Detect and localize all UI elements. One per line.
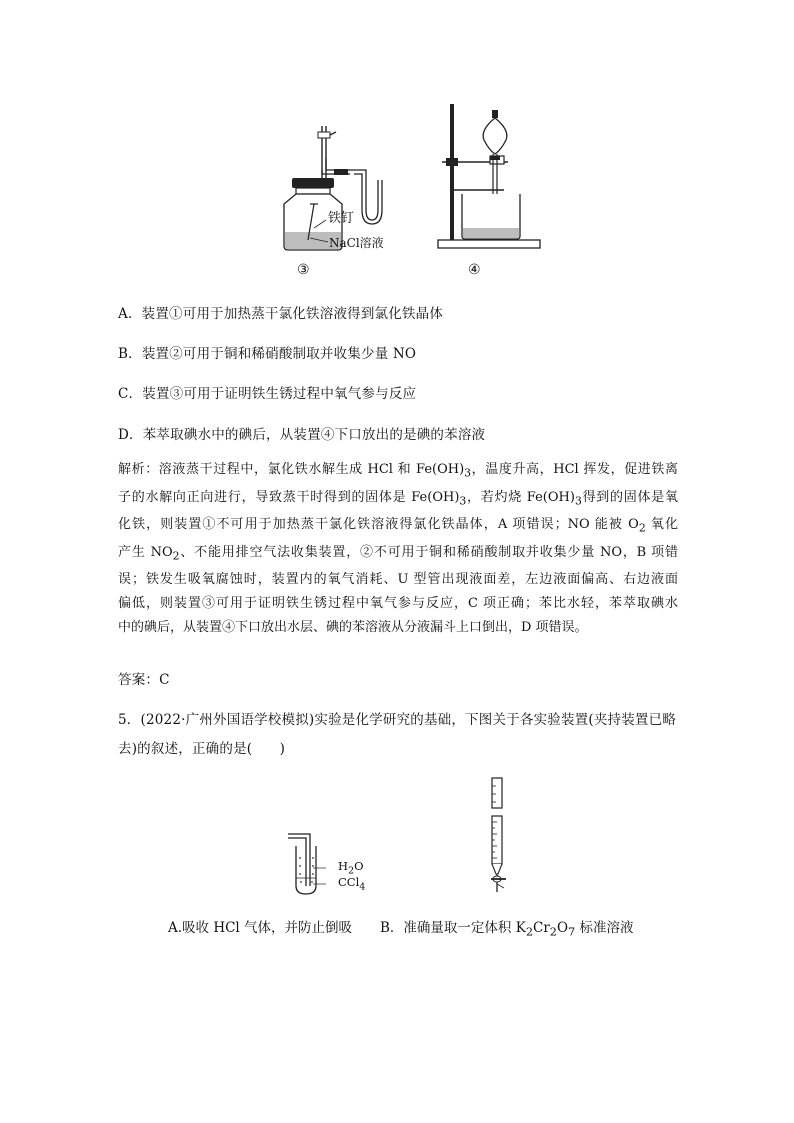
iron-nail-label: 铁钉: [328, 211, 355, 226]
analysis-line-1: 解析：溶液蒸干过程中，氯化铁水解生成 HCl 和 $Fe(OH)_3$，温度升高，HCl 挥发，促进铁离: [118, 462, 679, 480]
caption-b: B．准确量取一定体积 $K_2Cr_2O_7$ 标准溶液: [380, 920, 634, 939]
figure-4-apparatus: [432, 98, 552, 258]
figure-3-label: ③: [297, 262, 310, 278]
analysis-line-3: 化铁，则装置①不可用于加热蒸干氯化铁溶液得氯化铁晶体，A 项错误；NO 能被 $O_2$ 氧化: [118, 517, 678, 535]
analysis-line-2: 子的水解向正向进行，导致蒸干时得到的固体是 $Fe(OH)_3$，若灼烧 $Fe(OH)_3$得到的固体是氧: [118, 489, 678, 508]
answer-line: 答案：C: [118, 672, 170, 688]
figure-b-apparatus: [482, 776, 512, 898]
figure-a-apparatus: [280, 828, 330, 898]
option-b: B．装置②可用于铜和稀硝酸制取并收集少量 NO: [118, 346, 417, 362]
option-a: A．装置①可用于加热蒸干氯化铁溶液得到氯化铁晶体: [118, 306, 444, 322]
nacl-solution-label: NaCl溶液: [329, 236, 384, 250]
caption-a: A.吸收 HCl 气体，并防止倒吸: [168, 920, 353, 936]
analysis-line-7: 中的碘后，从装置④下口放出水层、碘的苯溶液从分液漏斗上口倒出，D 项错误。: [118, 620, 588, 636]
analysis-line-5: 误；铁发生吸氧腐蚀时，装置内的氧气消耗、U 型管出现液面差，左边液面偏高、右边液面: [118, 572, 678, 588]
option-d: D．苯萃取碘水中的碘后，从装置④下口放出的是碘的苯溶液: [118, 427, 486, 443]
question-5-line-2: 去)的叙述，正确的是( ): [118, 741, 286, 757]
analysis-paragraph: [118, 458, 678, 640]
analysis-line-6: 偏低，则装置③可用于证明铁生锈过程中氧气参与反应，C 项正确；苯比水轻，苯萃取碘水: [118, 596, 678, 612]
option-c: C．装置③可用于证明铁生锈过程中氧气参与反应: [118, 386, 417, 402]
analysis-line-4: 产生 $NO_2$、不能用排空气法收集装置，②不可用于铜和稀硝酸制取并收集少量 NO，B 项错: [118, 544, 678, 563]
h2o-label: $H_2O$: [338, 859, 364, 877]
question-5-line-1: 5．(2022·广州外国语学校模拟)实验是化学研究的基础，下图关于各实验装置(夹持装置已略: [118, 712, 677, 728]
figure-4-label: ④: [468, 262, 481, 278]
ccl4-label: CCl$_4$: [338, 875, 366, 893]
